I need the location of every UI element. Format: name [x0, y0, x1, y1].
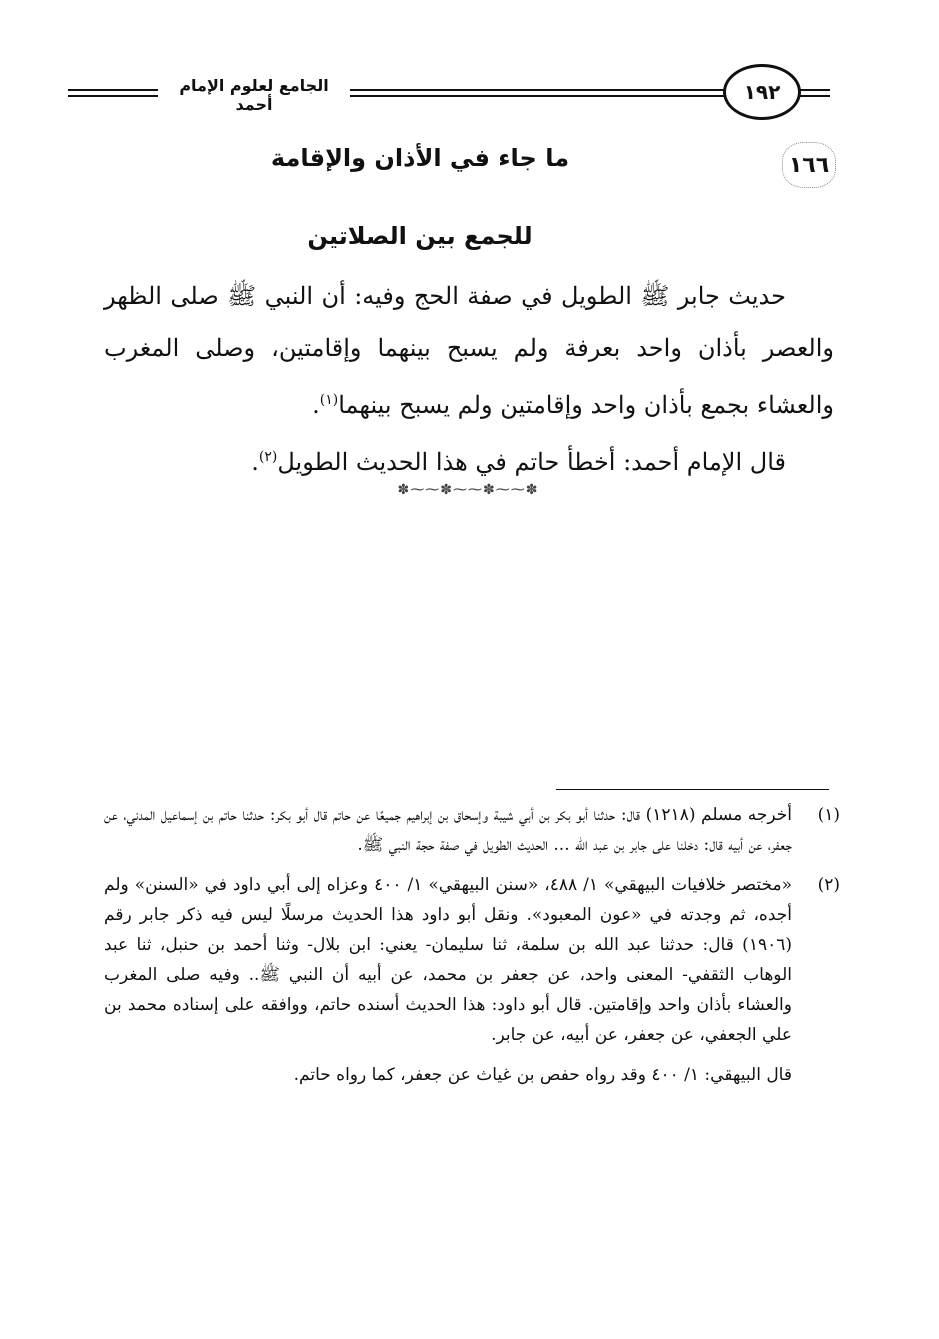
header-rule: [68, 89, 158, 91]
paragraph-text: حديث جابر ﷺ الطويل في صفة الحج وفيه: أن النبي ﷺ صلى الظهر والعصر بأذان واحد بعرفة ولم يسبح بينهما وإقامتين، وصلى المغرب والعشاء بجمع بأذان واحد وإقامتين ولم يسبح بينهما: [104, 282, 834, 419]
running-title: الجامع لعلوم الإمام أحمد: [179, 76, 329, 114]
section-number: ١٦٦: [778, 140, 840, 190]
footnote-rule: [556, 789, 829, 790]
header-rule: [798, 95, 830, 97]
footnote-text: «مختصر خلافيات البيهقي» ١/ ٤٨٨، «سنن البيهقي» ١/ ٤٠٠ وعزاه إلى أبي داود في «السنن» ولم أجده، ثم وجدته في «عون المعبود». ونقل أبو داود هذا الحديث مرسلًا ليس فيه ذكر جابر رقم (١٩٠٦) قال: حدثنا عبد الله بن سلمة، ثنا سليمان- يعني: ابن بلال- وثنا أحمد بن حنبل، ثنا عبد الوهاب الثقفي- المعنى واحد، عن جعفر بن محمد، عن أبيه أن النبي ﷺ.. وفيه صلى المغرب والعشاء بأذان واحد وإقامتين. قال أبو داود: هذا الحديث أسنده حاتم، ووافقه على إسناده محمد بن علي الجعفي، عن جعفر، عن أبيه، عن جابر.: [104, 875, 792, 1045]
main-text: [104, 270, 834, 488]
header-rule: [350, 89, 726, 91]
paragraph-text: قال الإمام أحمد: أخطأ حاتم في هذا الحديث الطويل: [277, 448, 786, 476]
section-separator-ornament: ✽⁓⁓✽⁓⁓✽⁓⁓✽: [397, 482, 539, 498]
footnote-number: (٢): [817, 875, 840, 895]
header-rule: [68, 95, 158, 97]
header-rule: [798, 89, 830, 91]
paragraph: [104, 270, 834, 431]
footnote-ref[interactable]: (١): [319, 392, 339, 408]
page-number: ١٩٢: [723, 64, 801, 120]
footnote: [104, 800, 840, 860]
section-subtitle: للجمع بين الصلاتين: [307, 222, 533, 250]
header-rule: [350, 95, 726, 97]
footnote-continuation: قال البيهقي: ١/ ٤٠٠ وقد رواه حفص بن غياث عن جعفر، كما رواه حاتم.: [293, 1065, 792, 1085]
footnote-text: أخرجه مسلم (١٢١٨) قال: حدثنا أبو بكر بن أبي شيبة وإسحاق بن إبراهيم جميعًا عن حاتم قال أبو بكر: حدثنا حاتم بن إسماعيل المدني، عن جعفر، عن أبيه قال: دخلنا على جابر بن عبد الله ... الحديث الطويل في صفة حجة النبي ﷺ.: [104, 805, 792, 855]
footnotes: [104, 800, 840, 1090]
section-title: ما جاء في الأذان والإقامة: [270, 144, 570, 172]
page-header: [68, 64, 830, 124]
footnote: [104, 870, 840, 1050]
footnote-ref[interactable]: (٢): [258, 449, 278, 465]
footnote-number: (١): [817, 805, 840, 825]
paragraph-end: .: [312, 391, 320, 419]
paragraph-end: .: [251, 448, 259, 476]
paragraph: [104, 431, 834, 488]
